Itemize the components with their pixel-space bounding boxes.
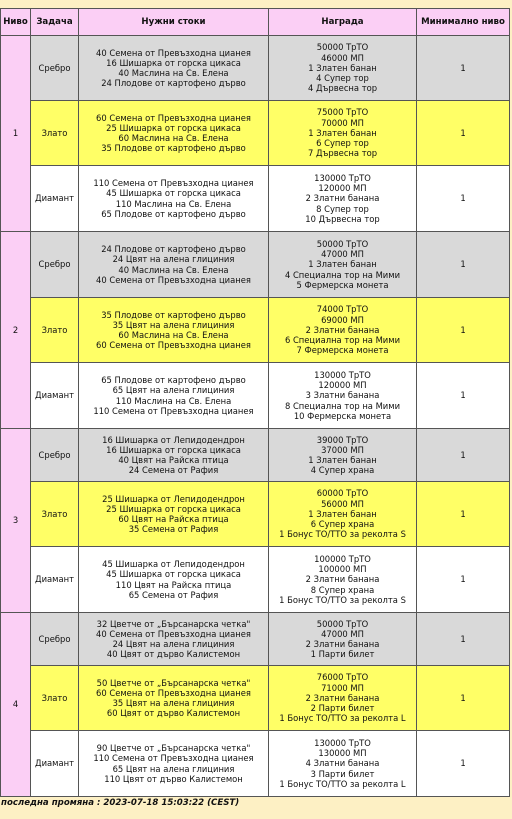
min-level-cell: 1: [417, 363, 510, 429]
reward-item: 8 Супер храна: [310, 584, 375, 595]
table-row: [1, 166, 510, 232]
reward-cell: [269, 232, 417, 298]
needed-goods-cell: [79, 363, 269, 429]
needed-item: 60 Семена от Превъзходна цианея: [96, 687, 251, 698]
needed-item: 24 Цвят на алена глициния: [112, 639, 235, 649]
needed-item: 65 Плодове от картофено дърво: [101, 208, 246, 219]
needed-item: 40 Семена от Превъзходна цианея: [96, 274, 251, 285]
header-level: Ниво: [1, 9, 31, 36]
needed-goods-cell: [79, 429, 269, 482]
reward-item: 130000 ТрТО: [314, 172, 371, 183]
table-row: [1, 666, 510, 731]
needed-goods-cell: [79, 482, 269, 547]
reward-item: 10 Дървесна тор: [305, 213, 380, 224]
reward-item: 130000 МП: [318, 748, 367, 759]
needed-item: 24 Плодове от картофено дърво: [101, 78, 246, 89]
needed-item: 110 Семена от Превъзходна цианея: [93, 405, 254, 416]
min-level-cell: 1: [417, 166, 510, 232]
quest-table: [0, 8, 510, 797]
reward-item: 1 Златен банан: [308, 455, 377, 465]
needed-item: 110 Цвят от дърво Калистемон: [104, 773, 243, 784]
reward-item: 2 Златни банана: [305, 639, 380, 649]
needed-item: 65 Цвят на алена глициния: [112, 763, 235, 774]
task-cell: Диамант: [31, 166, 79, 232]
reward-item: 74000 ТрТО: [316, 304, 369, 315]
header-min-level: Минимално ниво: [417, 9, 510, 36]
reward-item: 71000 МП: [321, 682, 364, 693]
reward-cell: [269, 429, 417, 482]
reward-item: 60000 ТрТО: [316, 488, 369, 499]
needed-item: 45 Шишарка от Лепидодендрон: [102, 559, 245, 570]
needed-item: 24 Цвят на алена глициния: [112, 254, 235, 265]
needed-item: 35 Плодове от картофено дърво: [101, 309, 246, 320]
reward-cell: [269, 613, 417, 666]
needed-item: 35 Цвят на алена глициния: [112, 319, 235, 330]
table-row: [1, 363, 510, 429]
min-level-cell: 1: [417, 298, 510, 363]
needed-goods-cell: [79, 547, 269, 613]
table-row: [1, 731, 510, 797]
table-body: [1, 36, 510, 797]
reward-item: 50000 ТрТО: [316, 238, 369, 249]
reward-item: 4 Супер храна: [310, 465, 375, 476]
task-cell: Сребро: [31, 429, 79, 482]
last-modified: последна промяна : 2023-07-18 15:03:22 (CEST): [1, 798, 240, 808]
needed-goods-cell: [79, 298, 269, 363]
header-task: Задача: [31, 9, 79, 36]
table-row: [1, 482, 510, 547]
min-level-cell: 1: [417, 731, 510, 797]
min-level-cell: 1: [417, 613, 510, 666]
reward-item: 1 Парти билет: [310, 649, 375, 660]
reward-item: 6 Супер храна: [310, 519, 375, 530]
reward-item: 50000 ТрТО: [316, 42, 369, 53]
needed-item: 45 Шишарка от горска цикаса: [106, 569, 241, 580]
needed-item: 60 Цвят от дърво Калистемон: [106, 708, 241, 719]
needed-item: 40 Маслина на Св. Елена: [118, 68, 229, 78]
needed-item: 50 Цветче от „Бърсанарска четка": [96, 677, 251, 688]
reward-item: 7 Фермерска монета: [296, 345, 389, 356]
needed-item: 16 Шишарка от горска цикаса: [106, 444, 241, 455]
reward-item: 46000 МП: [321, 52, 364, 63]
reward-item: 1 Бонус ТО/ТТО за реколта L: [279, 713, 406, 724]
task-cell: Диамант: [31, 363, 79, 429]
needed-item: 25 Шишарка от Лепидодендрон: [102, 493, 245, 504]
reward-item: 4 Дървесна тор: [307, 83, 378, 94]
needed-goods-cell: [79, 36, 269, 101]
reward-item: 47000 МП: [321, 628, 364, 639]
needed-item: 110 Маслина на Св. Елена: [115, 395, 232, 406]
reward-item: 130000 ТрТО: [314, 369, 371, 380]
reward-item: 2 Златни банана: [305, 193, 380, 204]
min-level-cell: 1: [417, 36, 510, 101]
reward-item: 3 Парти билет: [310, 768, 375, 779]
task-cell: Сребро: [31, 232, 79, 298]
needed-item: 16 Шишарка от горска цикаса: [106, 57, 241, 68]
reward-cell: [269, 298, 417, 363]
needed-item: 110 Семена от Превъзходна цианея: [93, 753, 254, 764]
min-level-cell: 1: [417, 666, 510, 731]
needed-item: 35 Семена от Рафия: [128, 524, 219, 535]
min-level-cell: 1: [417, 101, 510, 166]
level-cell: 1: [1, 36, 31, 232]
needed-item: 24 Семена от Рафия: [128, 465, 219, 476]
reward-item: 120000 МП: [318, 183, 367, 194]
reward-item: 50000 ТрТО: [316, 618, 369, 629]
needed-item: 25 Шишарка от горска цикаса: [106, 122, 241, 133]
reward-cell: [269, 166, 417, 232]
min-level-cell: 1: [417, 429, 510, 482]
needed-item: 65 Плодове от картофено дърво: [101, 375, 246, 386]
reward-item: 37000 МП: [321, 444, 364, 455]
needed-item: 65 Семена от Рафия: [128, 589, 219, 600]
task-cell: Диамант: [31, 547, 79, 613]
reward-item: 1 Златен банан: [308, 508, 377, 519]
reward-item: 1 Златен банан: [308, 127, 377, 138]
needed-item: 110 Цвят на Райска птица: [115, 579, 232, 590]
needed-item: 25 Шишарка от горска цикаса: [106, 503, 241, 514]
needed-goods-cell: [79, 613, 269, 666]
reward-cell: [269, 101, 417, 166]
needed-item: 35 Цвят на алена глициния: [112, 698, 235, 708]
needed-item: 35 Плодове от картофено дърво: [101, 143, 246, 154]
needed-item: 65 Цвят на алена глициния: [112, 385, 235, 396]
reward-item: 2 Златни банана: [305, 324, 380, 335]
needed-item: 40 Цвят на Райска птица: [118, 455, 229, 465]
reward-item: 1 Бонус ТО/ТТО за реколта L: [279, 778, 406, 789]
needed-goods-cell: [79, 166, 269, 232]
reward-item: 4 Специална тор на Мими: [284, 269, 401, 280]
reward-item: 1 Златен банан: [308, 62, 377, 73]
needed-item: 40 Семена от Превъзходна цианея: [96, 628, 251, 639]
reward-item: 10 Фермерска монета: [293, 410, 392, 421]
needed-item: 110 Семена от Превъзходна цианея: [93, 178, 254, 189]
needed-item: 60 Маслина на Св. Елена: [118, 133, 229, 143]
task-cell: Диамант: [31, 731, 79, 797]
reward-item: 1 Бонус ТО/ТТО за реколта S: [279, 594, 406, 605]
reward-item: 76000 ТрТО: [316, 672, 369, 683]
reward-item: 7 Дървесна тор: [307, 148, 378, 159]
table-row: [1, 232, 510, 298]
level-cell: 4: [1, 613, 31, 797]
needed-item: 60 Цвят на Райска птица: [118, 514, 229, 524]
needed-item: 110 Маслина на Св. Елена: [115, 198, 232, 209]
reward-item: 70000 МП: [321, 117, 364, 128]
needed-goods-cell: [79, 232, 269, 298]
table-row: [1, 429, 510, 482]
min-level-cell: 1: [417, 482, 510, 547]
table-row: [1, 613, 510, 666]
reward-item: 6 Специална тор на Мими: [284, 335, 401, 346]
reward-item: 120000 МП: [318, 380, 367, 391]
table-row: [1, 298, 510, 363]
reward-item: 4 Златни банана: [305, 758, 380, 769]
needed-item: 60 Семена от Превъзходна цианея: [96, 340, 251, 351]
reward-cell: [269, 36, 417, 101]
level-cell: 2: [1, 232, 31, 429]
needed-item: 45 Шишарка от горска цикаса: [106, 188, 241, 199]
needed-goods-cell: [79, 666, 269, 731]
reward-cell: [269, 547, 417, 613]
reward-cell: [269, 482, 417, 547]
reward-item: 5 Фермерска монета: [296, 279, 389, 290]
reward-item: 2 Златни банана: [305, 692, 380, 703]
header-row: [1, 9, 510, 36]
task-cell: Сребро: [31, 613, 79, 666]
min-level-cell: 1: [417, 547, 510, 613]
needed-item: 24 Плодове от картофено дърво: [101, 244, 246, 255]
reward-item: 3 Златни банана: [305, 390, 380, 401]
reward-item: 4 Супер тор: [316, 73, 369, 84]
needed-item: 60 Семена от Превъзходна цианея: [96, 112, 251, 123]
task-cell: Сребро: [31, 36, 79, 101]
needed-goods-cell: [79, 731, 269, 797]
needed-item: 16 Шишарка от Лепидодендрон: [102, 434, 245, 445]
reward-item: 56000 МП: [321, 498, 364, 509]
reward-item: 2 Парти билет: [310, 703, 375, 714]
reward-item: 100000 МП: [318, 564, 367, 575]
needed-goods-cell: [79, 101, 269, 166]
task-cell: Злато: [31, 298, 79, 363]
reward-item: 6 Супер тор: [316, 138, 369, 149]
reward-item: 39000 ТрТО: [316, 434, 369, 445]
needed-item: 32 Цветче от „Бърсанарска четка": [96, 618, 251, 629]
reward-item: 8 Специална тор на Мими: [284, 400, 401, 411]
task-cell: Злато: [31, 666, 79, 731]
reward-item: 130000 ТрТО: [314, 737, 371, 748]
reward-item: 8 Супер тор: [316, 203, 369, 214]
header-needed-goods: Нужни стоки: [79, 9, 269, 36]
min-level-cell: 1: [417, 232, 510, 298]
table-row: [1, 547, 510, 613]
table-row: [1, 36, 510, 101]
task-cell: Злато: [31, 482, 79, 547]
task-cell: Злато: [31, 101, 79, 166]
needed-item: 40 Цвят от дърво Калистемон: [106, 649, 241, 660]
table-row: [1, 101, 510, 166]
reward-item: 100000 ТрТО: [314, 553, 371, 564]
reward-item: 75000 ТрТО: [316, 107, 369, 118]
needed-item: 40 Семена от Превъзходна цианея: [96, 47, 251, 58]
reward-item: 69000 МП: [321, 314, 364, 325]
level-cell: 3: [1, 429, 31, 613]
needed-item: 90 Цветче от „Бърсанарска четка": [96, 743, 251, 754]
reward-cell: [269, 363, 417, 429]
reward-item: 47000 МП: [321, 249, 364, 260]
needed-item: 40 Маслина на Св. Елена: [118, 264, 229, 275]
reward-item: 2 Златни банана: [305, 574, 380, 585]
header-reward: Награда: [269, 9, 417, 36]
reward-item: 1 Златен банан: [308, 259, 377, 270]
needed-item: 60 Маслина на Св. Елена: [118, 330, 229, 340]
reward-item: 1 Бонус ТО/ТТО за реколта S: [279, 529, 406, 540]
reward-cell: [269, 666, 417, 731]
reward-cell: [269, 731, 417, 797]
